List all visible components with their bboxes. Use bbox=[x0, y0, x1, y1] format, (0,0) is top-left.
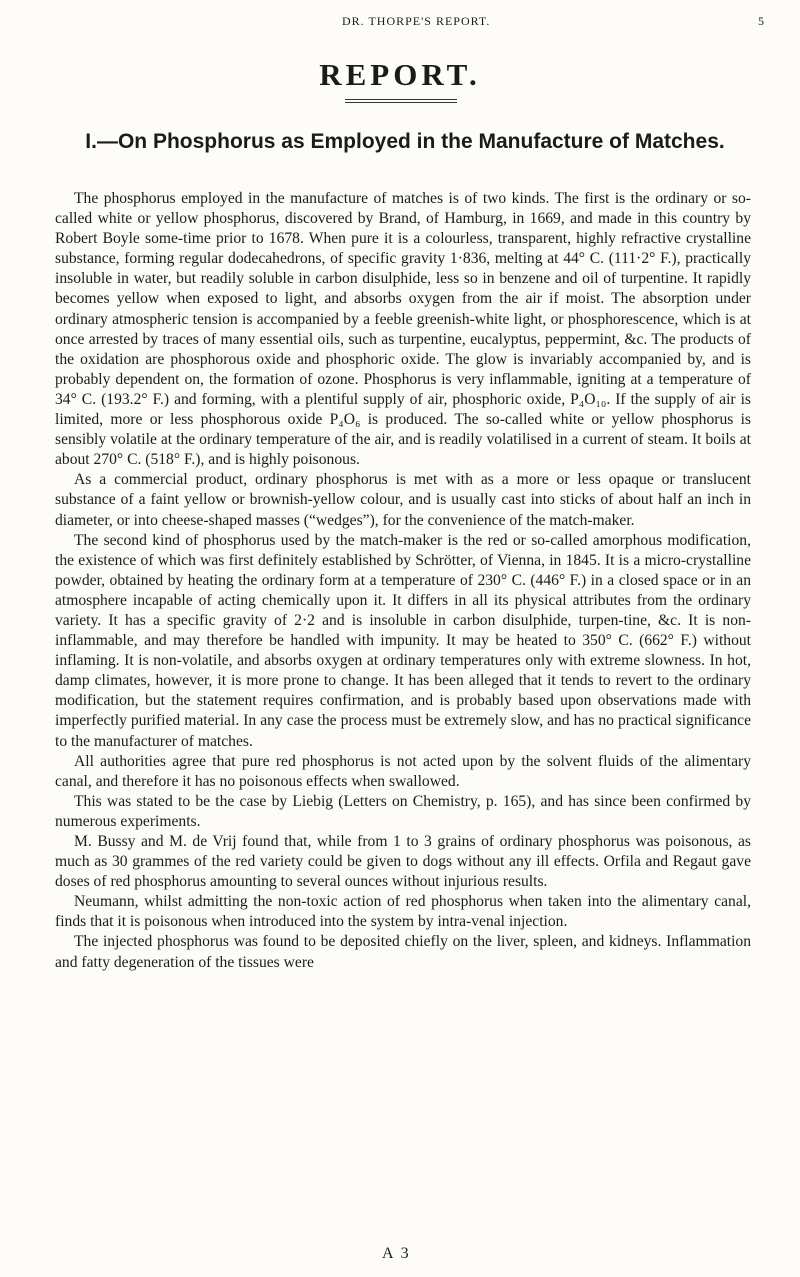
paragraph: All authorities agree that pure red phosphorus is not acted upon by the solvent fluids of the alimentary canal, and therefore it has no poisonous effects when swallowed. bbox=[55, 752, 751, 790]
section-title: I.—On Phosphorus as Employed in the Manufacture of Matches. bbox=[85, 130, 725, 153]
paragraph: M. Bussy and M. de Vrij found that, while from 1 to 3 grains of ordinary phosphorus was poisonous, as much as 30 grammes of the red variety could be given to dogs without any ill effects. Orfila and Regaut gave doses of red phosphorus amounting to several ounces without injurious results. bbox=[55, 833, 751, 891]
paragraph: The phosphorus employed in the manufacture of matches is of two kinds. The first is the ordinary or so-called white or yellow phosphorus, discovered by Brand, of Hamburg, in 1669, and made in this country by Robert Boyle some-time prior to 1678. When pure it is a colourless, transparent, highly refractive crystalline substance, forming regular dodecahedrons, of specific gravity 1·836, melting at 44° C. (111·2° F.), practically insoluble in water, but readily soluble in carbon disulphide, less so in benzene and oil of turpentine. It rapidly becomes yellow when exposed to light, and absorbs oxygen from the air if moist. The absorption under ordinary atmospheric tension is accompanied by a feeble greenish-white light, or phosphorescence, which is at once arrested by traces of many essential oils, such as turpentine, eucalyptus, peppermint, &c. The products of the oxidation are phosphorous oxide and phosphoric oxide. The glow is invariably accompanied by, and is probably dependent on, the formation of ozone. Phosphorus is very inflammable, igniting at a temperature of 34° C. (193.2° F.) and forming, with a plentiful supply of air, phosphoric oxide, P₄O₁₀. If the supply of air is limited, more or less phosphorous oxide P₄O₆ is produced. The so-called white or yellow phosphorus is sensibly volatile at the ordinary temperature of the air, and is readily volatilised in a current of steam. It boils at about 270° C. (518° F.), and is highly poisonous. bbox=[55, 190, 751, 469]
paragraph: Neumann, whilst admitting the non-toxic action of red phosphorus when taken into the alimentary canal, finds that it is poisonous when introduced into the system by intra-venal injection. bbox=[55, 893, 751, 931]
running-head-title: DR. THORPE'S REPORT. bbox=[342, 14, 491, 28]
signature-mark: A 3 bbox=[382, 1245, 411, 1262]
page-number: 5 bbox=[758, 14, 765, 28]
body-text bbox=[55, 189, 751, 973]
paragraph: As a commercial product, ordinary phosphorus is met with as a more or less opaque or translucent substance of a faint yellow or brownish-yellow colour, and is usually cast into sticks of about half an inch in diameter, or into cheese-shaped masses (“wedges”), for the convenience of the match-maker. bbox=[55, 471, 751, 529]
paragraph: The second kind of phosphorus used by the match-maker is the red or so-called amorphous modification, the existence of which was first definitely established by Schrötter, of Vienna, in 1845. It is a micro-crystalline powder, obtained by heating the ordinary form at a temperature of 230° C. (446° F.) in a closed space or in an atmosphere incapable of acting chemically upon it. It differs in all its physical attributes from the ordinary variety. It has a specific gravity of 2·2 and is insoluble in carbon disulphide, turpen-tine, &c. It is non-inflammable, and may therefore be handled with impunity. It may be heated to 350° C. (662° F.) without inflaming. It is non-volatile, and absorbs oxygen at ordinary temperatures only with extreme slowness. In hot, damp climates, however, it is more prone to change. It has been alleged that it tends to revert to the ordinary modification, but the statement requires confirmation, and is probably based upon observations made with imperfectly purified material. In any case the process must be extremely slow, and has no practical significance to the manufacturer of matches. bbox=[55, 531, 751, 750]
heading-rule-lower bbox=[345, 102, 457, 103]
paragraph: This was stated to be the case by Liebig (Letters on Chemistry, p. 165), and has since been confirmed by numerous experiments. bbox=[55, 792, 751, 830]
heading-rule bbox=[345, 99, 457, 100]
running-head bbox=[0, 10, 800, 30]
paragraph: The injected phosphorus was found to be deposited chiefly on the liver, spleen, and kidneys. Inflammation and fatty degeneration of the tissues were bbox=[55, 933, 751, 971]
report-heading: REPORT. bbox=[319, 57, 481, 92]
